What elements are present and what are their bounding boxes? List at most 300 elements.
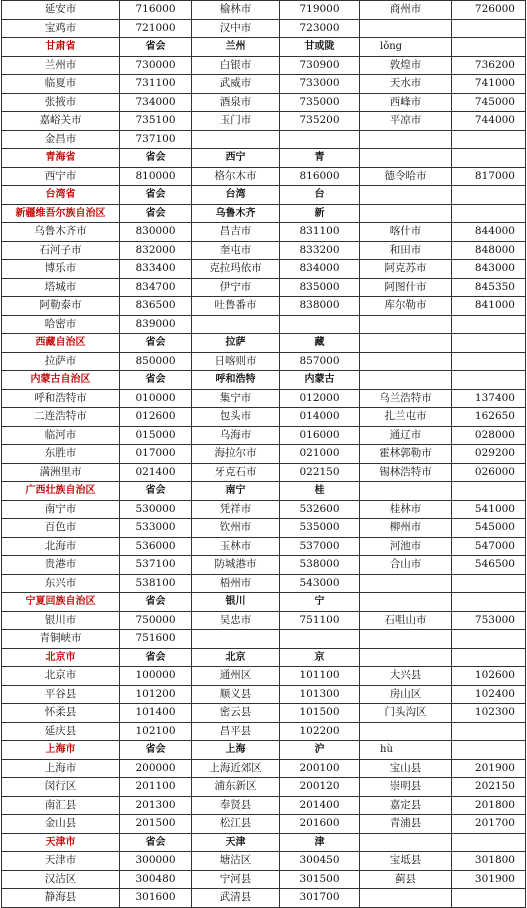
table-cell: 南汇县 (2, 796, 120, 815)
table-cell: 834700 (120, 278, 192, 297)
table-cell: 青浦县 (360, 815, 452, 834)
table-cell: 101300 (280, 685, 360, 704)
region-header-row (2, 741, 526, 760)
table-cell (280, 315, 360, 334)
table-cell: 830000 (120, 223, 192, 242)
table-cell: 839000 (120, 315, 192, 334)
header-cell: 南宁 (192, 482, 280, 501)
table-row (2, 223, 526, 242)
table-body (2, 1, 526, 908)
table-cell: 汉中市 (192, 19, 280, 38)
table-cell: 榆林市 (192, 1, 280, 20)
table-row (2, 278, 526, 297)
region-header-row (2, 38, 526, 57)
header-cell (360, 648, 452, 667)
table-cell: 石咀山市 (360, 611, 452, 630)
table-cell: 021400 (120, 463, 192, 482)
table-cell: 静海县 (2, 889, 120, 908)
table-cell: 848000 (452, 241, 526, 260)
table-cell (192, 130, 280, 149)
table-row (2, 796, 526, 815)
table-cell: 537000 (280, 537, 360, 556)
region-header-row (2, 593, 526, 612)
header-cell: 台 (280, 186, 360, 205)
table-cell: 崇明县 (360, 778, 452, 797)
table-cell: 162650 (452, 408, 526, 427)
table-cell: 201800 (452, 796, 526, 815)
table-cell: 101200 (120, 685, 192, 704)
header-cell: 台湾 (192, 186, 280, 205)
table-cell: 怀柔县 (2, 704, 120, 723)
table-cell: 贵港市 (2, 556, 120, 575)
table-cell: 张掖市 (2, 93, 120, 112)
table-row (2, 463, 526, 482)
header-cell: 省会 (120, 334, 192, 353)
table-cell: 顺义县 (192, 685, 280, 704)
table-cell: 吴忠市 (192, 611, 280, 630)
table-cell: 834000 (280, 260, 360, 279)
header-cell (360, 833, 452, 852)
table-cell: 博乐市 (2, 260, 120, 279)
table-cell: 临夏市 (2, 75, 120, 94)
header-cell: 甘肃省 (2, 38, 120, 57)
table-cell: 梧州市 (192, 574, 280, 593)
table-cell: 通辽市 (360, 426, 452, 445)
table-cell: 库尔勒市 (360, 297, 452, 316)
table-cell (360, 630, 452, 649)
header-cell: 青海省 (2, 149, 120, 168)
header-cell (360, 149, 452, 168)
table-cell: 202150 (452, 778, 526, 797)
table-cell: 543000 (280, 574, 360, 593)
table-cell (280, 630, 360, 649)
table-cell: 凭祥市 (192, 500, 280, 519)
table-cell (452, 889, 526, 908)
table-cell: 857000 (280, 352, 360, 371)
table-cell: 733000 (280, 75, 360, 94)
table-cell: 102100 (120, 722, 192, 741)
header-cell: 省会 (120, 38, 192, 57)
table-cell: 102400 (452, 685, 526, 704)
table-cell: 集宁市 (192, 389, 280, 408)
table-cell: 744000 (452, 112, 526, 131)
table-cell: 301700 (280, 889, 360, 908)
header-cell: 西宁 (192, 149, 280, 168)
table-cell (360, 574, 452, 593)
table-cell: 大兴县 (360, 667, 452, 686)
table-cell: 东兴市 (2, 574, 120, 593)
header-cell: 省会 (120, 204, 192, 223)
table-row (2, 75, 526, 94)
table-cell: 延安市 (2, 1, 120, 20)
table-cell: 平谷县 (2, 685, 120, 704)
table-cell: 716000 (120, 1, 192, 20)
table-cell: 嘉峪关市 (2, 112, 120, 131)
header-cell: 银川 (192, 593, 280, 612)
table-row (2, 426, 526, 445)
table-cell: 乌海市 (192, 426, 280, 445)
table-row (2, 704, 526, 723)
header-cell: 省会 (120, 741, 192, 760)
table-cell: 850000 (120, 352, 192, 371)
table-cell: 028000 (452, 426, 526, 445)
header-cell (452, 186, 526, 205)
table-cell: 门头沟区 (360, 704, 452, 723)
table-cell: 546500 (452, 556, 526, 575)
header-cell: 乌鲁木齐 (192, 204, 280, 223)
table-cell: 松江县 (192, 815, 280, 834)
header-cell (452, 38, 526, 57)
header-cell (452, 334, 526, 353)
table-cell: 536000 (120, 537, 192, 556)
table-cell: 832000 (120, 241, 192, 260)
table-row (2, 19, 526, 38)
header-cell (452, 371, 526, 390)
header-cell: 宁夏回族自治区 (2, 593, 120, 612)
table-cell: 300000 (120, 852, 192, 871)
table-cell: 844000 (452, 223, 526, 242)
region-header-row (2, 149, 526, 168)
table-row (2, 667, 526, 686)
table-cell: 833400 (120, 260, 192, 279)
header-cell (360, 593, 452, 612)
region-header-row (2, 833, 526, 852)
table-cell: 密云县 (192, 704, 280, 723)
table-cell: 昌吉市 (192, 223, 280, 242)
table-cell (452, 722, 526, 741)
table-row (2, 870, 526, 889)
table-cell: 201900 (452, 759, 526, 778)
table-cell: 拉萨市 (2, 352, 120, 371)
table-cell: 霍林郭勒市 (360, 445, 452, 464)
header-cell (452, 833, 526, 852)
table-cell: 宝鸡市 (2, 19, 120, 38)
table-cell: 宁河县 (192, 870, 280, 889)
table-cell: 010000 (120, 389, 192, 408)
table-cell: 843000 (452, 260, 526, 279)
table-cell: 541000 (452, 500, 526, 519)
table-cell: 537100 (120, 556, 192, 575)
header-cell: 拉萨 (192, 334, 280, 353)
header-cell: 上海市 (2, 741, 120, 760)
table-cell: 750000 (120, 611, 192, 630)
table-row (2, 630, 526, 649)
region-header-row (2, 482, 526, 501)
table-cell: 730900 (280, 56, 360, 75)
table-cell: 塘沽区 (192, 852, 280, 871)
table-cell: 北京市 (2, 667, 120, 686)
table-cell: 青铜峡市 (2, 630, 120, 649)
table-cell: 乌兰浩特市 (360, 389, 452, 408)
table-cell: 奉贤县 (192, 796, 280, 815)
table-row (2, 445, 526, 464)
table-row (2, 260, 526, 279)
table-cell: 上海近郊区 (192, 759, 280, 778)
table-cell (452, 130, 526, 149)
table-cell: 合山市 (360, 556, 452, 575)
table-cell: 兰州市 (2, 56, 120, 75)
header-cell: 青 (280, 149, 360, 168)
header-cell: 津 (280, 833, 360, 852)
table-cell: 银川市 (2, 611, 120, 630)
table-cell: 商州市 (360, 1, 452, 20)
header-cell: 藏 (280, 334, 360, 353)
header-cell (360, 371, 452, 390)
header-cell: 呼和浩特 (192, 371, 280, 390)
region-header-row (2, 371, 526, 390)
table-cell: 026000 (452, 463, 526, 482)
table-cell: 538100 (120, 574, 192, 593)
header-cell: 北京 (192, 648, 280, 667)
table-cell: 012000 (280, 389, 360, 408)
header-cell (452, 593, 526, 612)
table-cell: 天津市 (2, 852, 120, 871)
table-cell: 547000 (452, 537, 526, 556)
table-cell (360, 19, 452, 38)
table-cell: 817000 (452, 167, 526, 186)
table-row (2, 685, 526, 704)
table-cell: 昌平县 (192, 722, 280, 741)
table-row (2, 93, 526, 112)
table-row (2, 1, 526, 20)
table-cell (360, 352, 452, 371)
table-cell: 014000 (280, 408, 360, 427)
table-cell: 嘉定县 (360, 796, 452, 815)
region-header-row (2, 204, 526, 223)
table-cell: 533000 (120, 519, 192, 538)
region-header-row (2, 648, 526, 667)
table-cell: 浦东新区 (192, 778, 280, 797)
table-cell: 河池市 (360, 537, 452, 556)
table-cell: 吐鲁番市 (192, 297, 280, 316)
table-cell: 201700 (452, 815, 526, 834)
table-cell: 545000 (452, 519, 526, 538)
table-cell: 蓟县 (360, 870, 452, 889)
table-cell: 532600 (280, 500, 360, 519)
table-cell: 敦煌市 (360, 56, 452, 75)
table-cell: 029200 (452, 445, 526, 464)
table-cell: 101500 (280, 704, 360, 723)
table-cell: 838000 (280, 297, 360, 316)
header-cell: 省会 (120, 648, 192, 667)
table-cell: 021000 (280, 445, 360, 464)
header-cell (360, 482, 452, 501)
table-cell: 宝坻县 (360, 852, 452, 871)
table-cell: 200100 (280, 759, 360, 778)
table-cell: 阿勒泰市 (2, 297, 120, 316)
table-cell (452, 315, 526, 334)
table-row (2, 408, 526, 427)
table-cell: 841000 (452, 297, 526, 316)
table-row (2, 352, 526, 371)
header-cell: 省会 (120, 186, 192, 205)
postal-code-table (1, 0, 526, 908)
table-row (2, 889, 526, 908)
table-cell: 101400 (120, 704, 192, 723)
header-cell (360, 186, 452, 205)
header-cell: 内蒙古自治区 (2, 371, 120, 390)
table-cell: 530000 (120, 500, 192, 519)
table-cell: 平凉市 (360, 112, 452, 131)
header-cell: 宁 (280, 593, 360, 612)
table-cell: 北海市 (2, 537, 120, 556)
table-cell: 玉门市 (192, 112, 280, 131)
table-row (2, 112, 526, 131)
table-cell: 石河子市 (2, 241, 120, 260)
table-cell: 包头市 (192, 408, 280, 427)
table-cell: 伊宁市 (192, 278, 280, 297)
table-cell: 745000 (452, 93, 526, 112)
table-row (2, 315, 526, 334)
table-cell: 301800 (452, 852, 526, 871)
table-cell: 723000 (280, 19, 360, 38)
table-cell: 201100 (120, 778, 192, 797)
table-cell: 102300 (452, 704, 526, 723)
table-cell: 101100 (280, 667, 360, 686)
table-cell (452, 630, 526, 649)
table-cell: 闵行区 (2, 778, 120, 797)
table-cell: 735100 (120, 112, 192, 131)
header-cell: hù (360, 741, 452, 760)
table-cell (360, 722, 452, 741)
table-cell: 100000 (120, 667, 192, 686)
table-cell: 741000 (452, 75, 526, 94)
table-cell: 201400 (280, 796, 360, 815)
header-cell (452, 648, 526, 667)
header-cell (452, 149, 526, 168)
table-cell (452, 352, 526, 371)
table-cell: 102200 (280, 722, 360, 741)
header-cell: 北京市 (2, 648, 120, 667)
table-row (2, 574, 526, 593)
table-cell: 武威市 (192, 75, 280, 94)
table-cell: 102600 (452, 667, 526, 686)
table-cell: 535000 (280, 519, 360, 538)
table-cell: 乌鲁木齐市 (2, 223, 120, 242)
table-row (2, 611, 526, 630)
table-row (2, 500, 526, 519)
table-cell (280, 130, 360, 149)
table-cell: 奎屯市 (192, 241, 280, 260)
header-cell: 省会 (120, 593, 192, 612)
table-cell: 017000 (120, 445, 192, 464)
table-cell: 日喀则市 (192, 352, 280, 371)
header-cell (360, 334, 452, 353)
header-cell: 西藏自治区 (2, 334, 120, 353)
header-cell: 兰州 (192, 38, 280, 57)
table-cell (192, 630, 280, 649)
table-row (2, 130, 526, 149)
table-row (2, 389, 526, 408)
region-header-row (2, 334, 526, 353)
table-cell: 桂林市 (360, 500, 452, 519)
table-cell: 临河市 (2, 426, 120, 445)
table-cell: 016000 (280, 426, 360, 445)
header-cell: lǒng (360, 38, 452, 57)
table-cell (360, 889, 452, 908)
header-cell: 桂 (280, 482, 360, 501)
table-cell: 德令哈市 (360, 167, 452, 186)
table-cell: 833200 (280, 241, 360, 260)
table-cell: 二连浩特市 (2, 408, 120, 427)
table-cell: 836500 (120, 297, 192, 316)
table-cell: 锡林浩特市 (360, 463, 452, 482)
table-cell: 731100 (120, 75, 192, 94)
header-cell: 省会 (120, 482, 192, 501)
table-cell: 房山区 (360, 685, 452, 704)
table-row (2, 241, 526, 260)
table-row (2, 537, 526, 556)
table-cell: 克拉玛依市 (192, 260, 280, 279)
table-cell: 金山县 (2, 815, 120, 834)
table-cell: 200120 (280, 778, 360, 797)
table-cell: 钦州市 (192, 519, 280, 538)
table-cell: 百色市 (2, 519, 120, 538)
table-cell: 阿克苏市 (360, 260, 452, 279)
table-cell: 730000 (120, 56, 192, 75)
table-cell: 831100 (280, 223, 360, 242)
table-cell: 阿图什市 (360, 278, 452, 297)
header-cell (452, 482, 526, 501)
table-cell: 东胜市 (2, 445, 120, 464)
table-cell: 柳州市 (360, 519, 452, 538)
table-cell: 301600 (120, 889, 192, 908)
table-cell: 通州区 (192, 667, 280, 686)
table-cell: 735000 (280, 93, 360, 112)
table-cell (452, 19, 526, 38)
table-cell (192, 315, 280, 334)
table-row (2, 519, 526, 538)
table-cell: 和田市 (360, 241, 452, 260)
header-cell: 甘或陇 (280, 38, 360, 57)
header-cell (452, 741, 526, 760)
table-cell: 海拉尔市 (192, 445, 280, 464)
table-cell (360, 315, 452, 334)
table-cell: 格尔木市 (192, 167, 280, 186)
table-cell: 南宁市 (2, 500, 120, 519)
table-cell: 845350 (452, 278, 526, 297)
table-cell: 721000 (120, 19, 192, 38)
table-cell: 玉林市 (192, 537, 280, 556)
table-cell: 137400 (452, 389, 526, 408)
table-row (2, 778, 526, 797)
table-cell: 301500 (280, 870, 360, 889)
header-cell: 台湾省 (2, 186, 120, 205)
table-cell: 201600 (280, 815, 360, 834)
table-cell: 015000 (120, 426, 192, 445)
table-cell: 726000 (452, 1, 526, 20)
table-cell: 201300 (120, 796, 192, 815)
header-cell: 上海 (192, 741, 280, 760)
table-row (2, 815, 526, 834)
table-cell: 538000 (280, 556, 360, 575)
region-header-row (2, 186, 526, 205)
table-cell: 汉沽区 (2, 870, 120, 889)
table-cell: 金昌市 (2, 130, 120, 149)
header-cell: 京 (280, 648, 360, 667)
table-row (2, 556, 526, 575)
header-cell: 沪 (280, 741, 360, 760)
table-cell: 延庆县 (2, 722, 120, 741)
table-cell: 012600 (120, 408, 192, 427)
table-cell: 防城港市 (192, 556, 280, 575)
table-cell (360, 130, 452, 149)
table-cell (452, 574, 526, 593)
table-cell: 哈密市 (2, 315, 120, 334)
header-cell: 省会 (120, 371, 192, 390)
header-cell: 省会 (120, 149, 192, 168)
table-cell: 酒泉市 (192, 93, 280, 112)
